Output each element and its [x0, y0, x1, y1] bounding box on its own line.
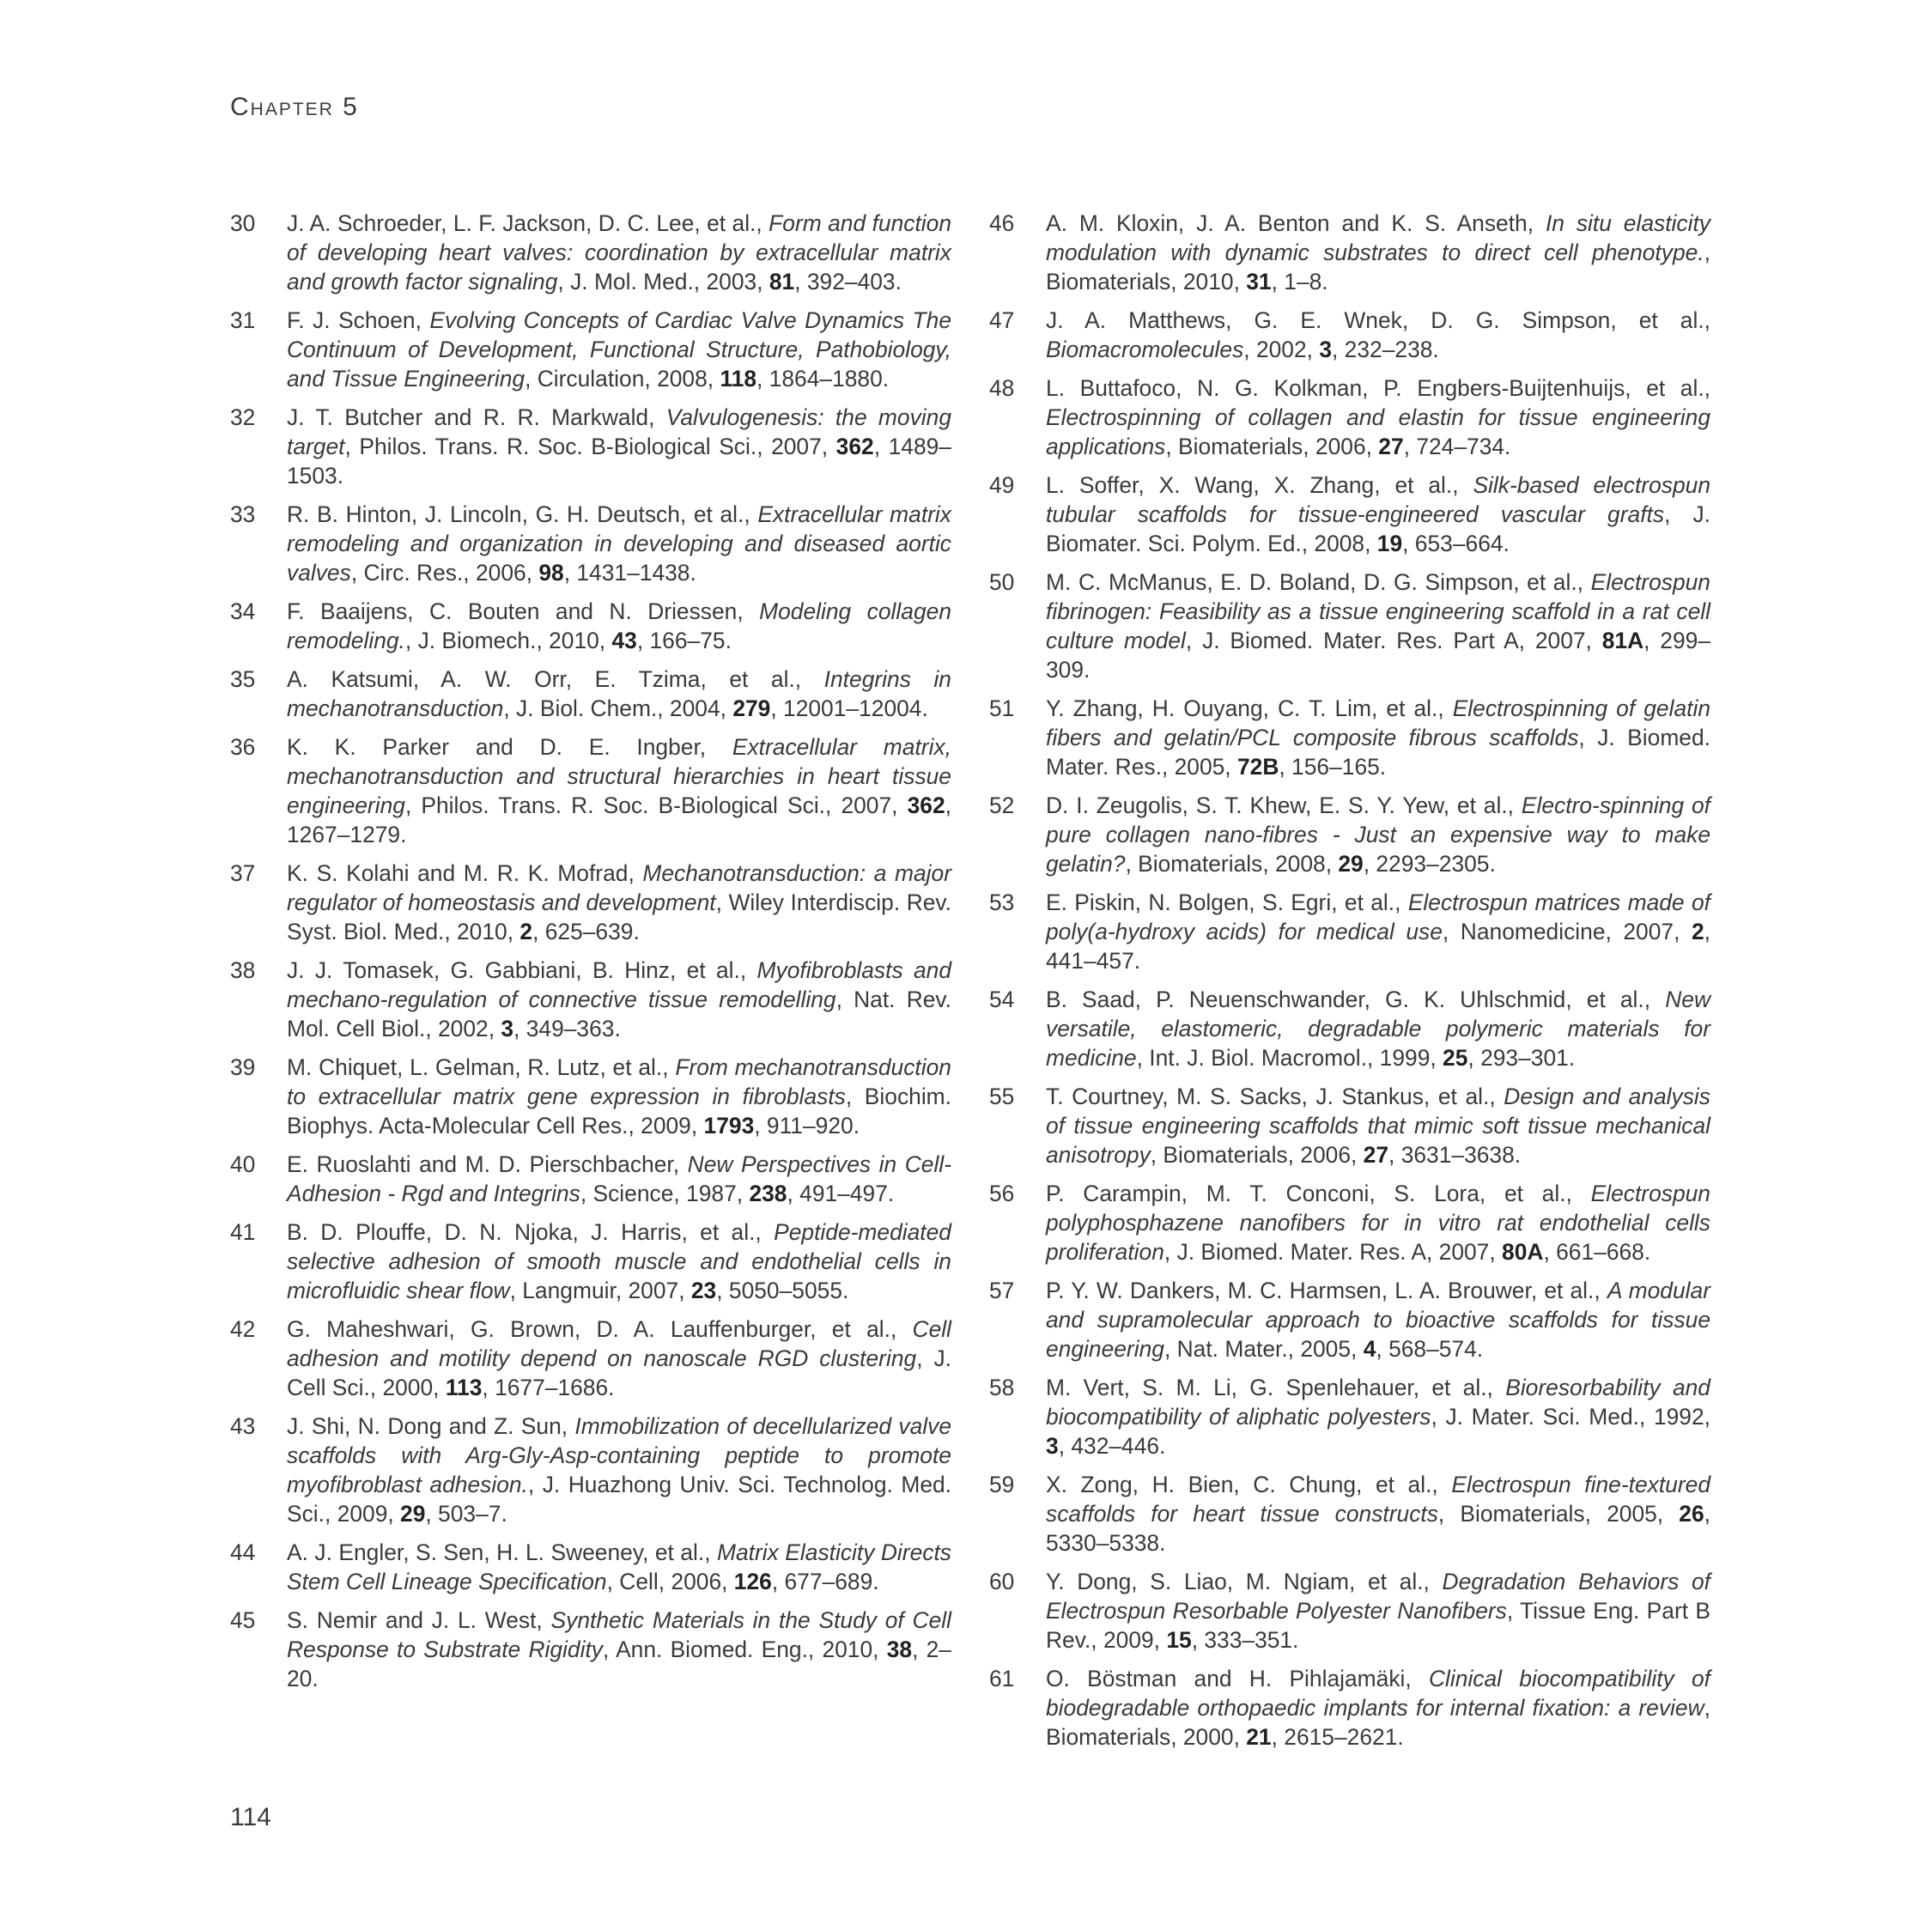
- reference-volume: 31: [1246, 269, 1272, 295]
- reference-item: [230, 306, 951, 393]
- reference-volume: 81A: [1601, 628, 1644, 653]
- reference-pages: , 625–639.: [532, 919, 640, 944]
- reference-pages: , 349–363.: [513, 1016, 621, 1041]
- reference-pages: , 5050–5055.: [716, 1278, 849, 1303]
- reference-source: , Cell, 2006,: [606, 1569, 734, 1594]
- reference-item: [230, 597, 951, 655]
- reference-authors: D. I. Zeugolis, S. T. Khew, E. S. Y. Yew, et al.,: [1046, 792, 1522, 818]
- reference-item: [230, 500, 951, 587]
- reference-volume: 23: [690, 1278, 717, 1303]
- reference-authors: B. D. Plouffe, D. N. Njoka, J. Harris, et al.,: [287, 1219, 775, 1245]
- reference-pages: , 1431–1438.: [563, 560, 696, 586]
- reference-text: [1046, 985, 1710, 1072]
- reference-volume: 126: [733, 1569, 772, 1594]
- reference-volume: 26: [1679, 1501, 1704, 1527]
- reference-number: 54: [989, 987, 1015, 1012]
- reference-pages: , 232–238.: [1332, 337, 1439, 362]
- reference-item: [230, 1538, 951, 1596]
- reference-authors: O. Böstman and H. Pihlajamäki,: [1046, 1666, 1429, 1691]
- reference-number: 59: [989, 1472, 1015, 1497]
- reference-text: [287, 403, 951, 490]
- reference-title: Mechanotransduction: a major regulator of homeostasis and development: [287, 860, 951, 915]
- reference-item: [230, 1150, 951, 1208]
- reference-number: 60: [989, 1569, 1015, 1594]
- reference-authors: R. B. Hinton, J. Lincoln, G. H. Deutsch, et al.,: [287, 501, 758, 527]
- reference-pages: , 724–734.: [1403, 434, 1511, 459]
- reference-source: , Int. J. Biol. Macromol., 1999,: [1136, 1045, 1443, 1071]
- reference-item: [230, 1053, 951, 1140]
- reference-item: [989, 1567, 1710, 1655]
- reference-text: [287, 1053, 951, 1140]
- reference-volume: 362: [907, 792, 945, 818]
- reference-text: [1046, 306, 1710, 364]
- reference-authors: P. Y. W. Dankers, M. C. Harmsen, L. A. Brouwer, et al.,: [1046, 1278, 1607, 1303]
- reference-text: [1046, 1179, 1710, 1266]
- reference-pages: , 392–403.: [794, 269, 902, 295]
- reference-number: 55: [989, 1084, 1015, 1109]
- reference-source: , Philos. Trans. R. Soc. B-Biological Sci., 2007,: [404, 792, 908, 818]
- reference-title: Degradation Behaviors of Electrospun Resorbable Polyester Nanofibers: [1046, 1569, 1710, 1624]
- reference-source: , Biochim. Biophys. Acta-Molecular Cell Res., 2009,: [287, 1084, 951, 1139]
- reference-item: [989, 1664, 1710, 1752]
- reference-title: Modeling collagen remodeling.: [287, 598, 951, 653]
- reference-number: 35: [230, 666, 256, 692]
- reference-source: , J. Biomater. Sci. Polym. Ed., 2008,: [1046, 501, 1710, 556]
- reference-volume: 29: [1338, 851, 1364, 877]
- reference-source: , J. Biomech., 2010,: [404, 628, 612, 653]
- reference-text: [287, 500, 951, 587]
- reference-title: Electrospun fine-textured scaffolds for heart tissue constructs: [1046, 1472, 1711, 1527]
- reference-authors: M. Vert, S. M. Li, G. Spenlehauer, et al.,: [1046, 1375, 1506, 1400]
- reference-number: 48: [989, 375, 1015, 401]
- reference-number: 56: [989, 1181, 1015, 1206]
- reference-pages: , 2293–2305.: [1363, 851, 1496, 877]
- reference-title: Electrospun polyphosphazene nanofibers for in vitro rat endothelial cells proliferation: [1046, 1181, 1710, 1265]
- reference-pages: , 503–7.: [425, 1501, 507, 1527]
- reference-source: , J. Mol. Med., 2003,: [557, 269, 769, 295]
- reference-source: , Biomaterials, 2005,: [1437, 1501, 1680, 1527]
- reference-item: [989, 471, 1710, 558]
- reference-text: [287, 665, 951, 723]
- reference-title: Extracellular matrix, mechanotransduction and structural hierarchies in heart tissue engineering: [287, 734, 951, 818]
- reference-title: Electrospun fibrinogen: Feasibility as a tissue engineering scaffold in a rat cell culture model: [1046, 569, 1710, 653]
- reference-pages: , 12001–12004.: [770, 695, 928, 721]
- reference-authors: A. Katsumi, A. W. Orr, E. Tzima, et al.,: [287, 666, 824, 692]
- reference-authors: X. Zong, H. Bien, C. Chung, et al.,: [1046, 1472, 1452, 1497]
- reference-volume: 118: [720, 366, 757, 392]
- reference-authors: E. Piskin, N. Bolgen, S. Egri, et al.,: [1046, 890, 1408, 915]
- reference-title: From mechanotransduction to extracellular matrix gene expression in fibroblasts: [287, 1054, 951, 1109]
- reference-authors: L. Buttafoco, N. G. Kolkman, P. Engbers-Buijtenhuijs, et al.,: [1046, 375, 1710, 401]
- reference-text: [1046, 888, 1710, 975]
- reference-text: [1046, 1276, 1710, 1363]
- reference-authors: K. S. Kolahi and M. R. K. Mofrad,: [287, 860, 643, 886]
- reference-text: [1046, 373, 1710, 461]
- reference-source: , J. Mater. Sci. Med., 1992,: [1431, 1404, 1710, 1430]
- reference-source: , J. Biomed. Mater. Res. A, 2007,: [1163, 1239, 1503, 1265]
- reference-number: 47: [989, 307, 1015, 333]
- reference-text: [287, 1150, 951, 1208]
- reference-pages: , 1864–1880.: [756, 366, 890, 392]
- reference-authors: L. Soffer, X. Wang, X. Zhang, et al.,: [1046, 472, 1473, 498]
- reference-number: 30: [230, 210, 256, 236]
- reference-number: 44: [230, 1539, 256, 1565]
- reference-title: Design and analysis of tissue engineering scaffolds that mimic soft tissue mechanical anisotropy: [1046, 1084, 1710, 1168]
- reference-source: , Tissue Eng. Part B Rev., 2009,: [1046, 1598, 1710, 1653]
- reference-pages: , 1489–1503.: [287, 434, 951, 489]
- reference-item: [230, 1218, 951, 1305]
- reference-authors: A. M. Kloxin, J. A. Benton and K. S. Anseth,: [1046, 210, 1546, 236]
- reference-volume: 238: [749, 1181, 787, 1206]
- reference-number: 53: [989, 890, 1015, 915]
- reference-text: [287, 1412, 951, 1528]
- reference-source: , Biomaterials, 2008,: [1125, 851, 1339, 877]
- reference-text: [287, 597, 951, 655]
- reference-number: 41: [230, 1219, 256, 1245]
- reference-source: , Wiley Interdiscip. Rev. Syst. Biol. Med., 2010,: [287, 890, 951, 944]
- reference-source: , J. Biomed. Mater. Res. Part A, 2007,: [1185, 628, 1602, 653]
- reference-pages: , 333–351.: [1191, 1627, 1299, 1653]
- references-left-column: [230, 209, 951, 1703]
- reference-pages: , 677–689.: [771, 1569, 879, 1594]
- reference-title: Silk-based electrospun tubular scaffolds for tissue-engineered vascular grafts: [1046, 472, 1710, 527]
- reference-title: In situ elasticity modulation with dynamic substrates to direct cell phenotype.: [1046, 210, 1711, 265]
- reference-number: 40: [230, 1151, 256, 1177]
- reference-number: 38: [230, 957, 256, 983]
- reference-item: [230, 1412, 951, 1528]
- reference-volume: 25: [1443, 1045, 1468, 1071]
- reference-number: 36: [230, 734, 256, 760]
- reference-item: [230, 1315, 951, 1402]
- references-right-column: [989, 209, 1710, 1761]
- reference-number: 50: [989, 569, 1015, 595]
- reference-text: [1046, 1664, 1710, 1752]
- reference-title: Bioresorbability and biocompatibility of aliphatic polyesters: [1046, 1375, 1710, 1430]
- reference-volume: 98: [538, 560, 564, 586]
- reference-volume: 81: [769, 269, 795, 295]
- reference-pages: , 911–920.: [754, 1113, 860, 1139]
- reference-authors: E. Ruoslahti and M. D. Pierschbacher,: [287, 1151, 688, 1177]
- reference-number: 39: [230, 1054, 256, 1080]
- reference-pages: , 2615–2621.: [1271, 1724, 1404, 1750]
- reference-text: [287, 859, 951, 946]
- reference-source: , J. Biomed. Mater. Res., 2005,: [1046, 725, 1710, 780]
- reference-number: 61: [989, 1666, 1015, 1691]
- reference-authors: F. Baaijens, C. Bouten and N. Driessen,: [287, 598, 760, 624]
- reference-source: , Biomaterials, 2000,: [1046, 1695, 1710, 1750]
- reference-volume: 27: [1378, 434, 1404, 459]
- reference-authors: J. T. Butcher and R. R. Markwald,: [287, 404, 666, 430]
- reference-item: [989, 694, 1710, 781]
- reference-pages: , 432–446.: [1058, 1433, 1166, 1459]
- reference-volume: 279: [732, 695, 771, 721]
- reference-authors: P. Carampin, M. T. Conconi, S. Lora, et al.,: [1046, 1181, 1591, 1206]
- reference-volume: 2: [1691, 919, 1704, 944]
- reference-item: [989, 985, 1710, 1072]
- reference-item: [989, 568, 1710, 684]
- reference-title: Electro-spinning of pure collagen nano-fibres - Just an expensive way to make gelatin?: [1046, 792, 1710, 877]
- reference-title: Form and function of developing heart valves: coordination by extracellular matrix and growth factor signaling: [287, 210, 952, 295]
- reference-number: 37: [230, 860, 256, 886]
- reference-item: [230, 859, 951, 946]
- reference-number: 57: [989, 1278, 1015, 1303]
- reference-pages: , 1–8.: [1271, 269, 1328, 295]
- reference-title: New Perspectives in Cell-Adhesion - Rgd and Integrins: [287, 1151, 951, 1206]
- reference-volume: 43: [611, 628, 637, 653]
- reference-item: [989, 1470, 1710, 1558]
- reference-source: , Biomaterials, 2006,: [1165, 434, 1379, 459]
- reference-text: [1046, 1373, 1710, 1460]
- reference-title: Immobilization of decellularized valve scaffolds with Arg-Gly-Asp-containing peptide to promote myofibroblast adhesion.: [287, 1413, 951, 1497]
- reference-text: [1046, 1082, 1710, 1169]
- reference-pages: , 293–301.: [1467, 1045, 1576, 1071]
- reference-title: Evolving Concepts of Cardiac Valve Dynamics The Continuum of Development, Functional Structure, Pathobiology, and Tissue Engineering: [287, 307, 951, 392]
- reference-source: , J. Cell Sci., 2000,: [287, 1345, 951, 1400]
- reference-pages: , 491–497.: [787, 1181, 895, 1206]
- reference-title: Electrospinning of gelatin fibers and gelatin/PCL composite fibrous scaffolds: [1046, 695, 1710, 750]
- reference-item: [989, 1373, 1710, 1460]
- reference-item: [230, 1606, 951, 1693]
- reference-title: Cell adhesion and motility depend on nanoscale RGD clustering: [287, 1316, 951, 1371]
- reference-authors: B. Saad, P. Neuenschwander, G. K. Uhlschmid, et al.,: [1046, 987, 1666, 1012]
- reference-volume: 21: [1246, 1724, 1272, 1750]
- reference-source: , Ann. Biomed. Eng., 2010,: [602, 1636, 887, 1662]
- reference-pages: , 568–574.: [1376, 1336, 1484, 1362]
- reference-title: Electrospun matrices made of poly(a-hydroxy acids) for medical use: [1046, 890, 1710, 944]
- reference-pages: , 299–309.: [1046, 628, 1711, 683]
- reference-text: [1046, 791, 1710, 878]
- reference-authors: M. C. McManus, E. D. Boland, D. G. Simpson, et al.,: [1046, 569, 1591, 595]
- reference-authors: T. Courtney, M. S. Sacks, J. Stankus, et al.,: [1046, 1084, 1504, 1109]
- reference-item: [989, 1082, 1710, 1169]
- reference-source: , Circ. Res., 2006,: [350, 560, 539, 586]
- reference-authors: J. A. Matthews, G. E. Wnek, D. G. Simpson, et al.,: [1046, 307, 1710, 333]
- reference-authors: J. J. Tomasek, G. Gabbiani, B. Hinz, et al.,: [287, 957, 757, 983]
- reference-title: New versatile, elastomeric, degradable polymeric materials for medicine: [1046, 987, 1710, 1071]
- reference-authors: Y. Zhang, H. Ouyang, C. T. Lim, et al.,: [1046, 695, 1453, 721]
- reference-pages: , 166–75.: [636, 628, 732, 653]
- reference-source: , J. Biol. Chem., 2004,: [503, 695, 733, 721]
- reference-number: 49: [989, 472, 1015, 498]
- reference-number: 52: [989, 792, 1015, 818]
- reference-text: [1046, 1567, 1710, 1655]
- reference-item: [989, 791, 1710, 878]
- reference-title: Synthetic Materials in the Study of Cell Response to Substrate Rigidity: [287, 1607, 951, 1662]
- reference-volume: 2: [519, 919, 533, 944]
- reference-item: [230, 209, 951, 296]
- reference-item: [989, 1276, 1710, 1363]
- reference-source: , Science, 1987,: [580, 1181, 750, 1206]
- reference-source: , Philos. Trans. R. Soc. B-Biological Sci., 2007,: [344, 434, 836, 459]
- reference-volume: 38: [886, 1636, 913, 1662]
- reference-title: Peptide-mediated selective adhesion of smooth muscle and endothelial cells in microfluidic shear flow: [287, 1219, 951, 1303]
- reference-pages: , 441–457.: [1046, 919, 1710, 974]
- reference-volume: 113: [445, 1375, 483, 1400]
- reference-text: [1046, 471, 1710, 558]
- reference-pages: , 5330–5338.: [1046, 1501, 1710, 1556]
- reference-number: 31: [230, 307, 256, 333]
- reference-pages: , 653–664.: [1402, 531, 1510, 556]
- reference-text: [1046, 568, 1710, 684]
- reference-volume: 1793: [703, 1113, 755, 1139]
- reference-authors: K. K. Parker and D. E. Ingber,: [287, 734, 732, 760]
- reference-title: A modular and supramolecular approach to bioactive scaffolds for tissue engineering: [1046, 1278, 1710, 1362]
- reference-text: [287, 306, 951, 393]
- reference-authors: Y. Dong, S. Liao, M. Ngiam, et al.,: [1046, 1569, 1443, 1594]
- reference-source: , Nat. Rev. Mol. Cell Biol., 2002,: [287, 987, 951, 1041]
- reference-authors: F. J. Schoen,: [287, 307, 430, 333]
- reference-text: [287, 1538, 951, 1596]
- reference-number: 42: [230, 1316, 256, 1342]
- reference-text: [287, 1218, 951, 1305]
- reference-volume: 19: [1376, 531, 1403, 556]
- reference-item: [230, 956, 951, 1043]
- reference-title: Matrix Elasticity Directs Stem Cell Lineage Specification: [287, 1539, 951, 1594]
- reference-item: [989, 373, 1710, 461]
- reference-text: [287, 1606, 951, 1693]
- reference-item: [989, 209, 1710, 296]
- reference-source: , Biomaterials, 2010,: [1046, 240, 1710, 295]
- reference-authors: J. A. Schroeder, L. F. Jackson, D. C. Lee, et al.,: [287, 210, 769, 236]
- reference-authors: S. Nemir and J. L. West,: [287, 1607, 551, 1633]
- reference-authors: J. Shi, N. Dong and Z. Sun,: [287, 1413, 575, 1439]
- reference-title: Clinical biocompatibility of biodegradable orthopaedic implants for internal fixation: a review: [1046, 1666, 1710, 1721]
- reference-authors: G. Maheshwari, G. Brown, D. A. Lauffenburger, et al.,: [287, 1316, 913, 1342]
- reference-volume: 3: [1046, 1433, 1059, 1459]
- reference-item: [230, 732, 951, 849]
- reference-text: [1046, 694, 1710, 781]
- reference-number: 32: [230, 404, 256, 430]
- reference-volume: 27: [1363, 1142, 1389, 1168]
- reference-item: [989, 1179, 1710, 1266]
- reference-text: [287, 209, 951, 296]
- reference-item: [230, 665, 951, 723]
- reference-volume: 3: [501, 1016, 514, 1041]
- reference-title: Valvulogenesis: the moving target: [287, 404, 951, 459]
- reference-item: [989, 888, 1710, 975]
- reference-number: 58: [989, 1375, 1015, 1400]
- reference-number: 51: [989, 695, 1015, 721]
- reference-pages: , 1677–1686.: [482, 1375, 615, 1400]
- reference-pages: , 156–165.: [1279, 754, 1387, 780]
- reference-text: [1046, 1470, 1710, 1558]
- reference-number: 45: [230, 1607, 256, 1633]
- reference-item: [230, 403, 951, 490]
- reference-pages: , 1267–1279.: [287, 792, 951, 847]
- reference-title: Integrins in mechanotransduction: [287, 666, 951, 721]
- reference-source: , 2002,: [1243, 337, 1320, 362]
- reference-title: Extracellular matrix remodeling and organization in developing and diseased aortic valves: [287, 501, 951, 586]
- reference-pages: , 661–668.: [1543, 1239, 1651, 1265]
- reference-volume: 362: [835, 434, 874, 459]
- page-number: 114: [230, 1803, 271, 1831]
- reference-source: , Nat. Mater., 2005,: [1163, 1336, 1364, 1362]
- chapter-header: Chapter 5: [230, 93, 359, 121]
- reference-pages: , 3631–3638.: [1388, 1142, 1522, 1168]
- reference-number: 33: [230, 501, 256, 527]
- reference-item: [989, 306, 1710, 364]
- reference-volume: 15: [1166, 1627, 1192, 1653]
- reference-number: 46: [989, 210, 1015, 236]
- reference-authors: A. J. Engler, S. Sen, H. L. Sweeney, et al.,: [287, 1539, 717, 1565]
- reference-source: , Biomaterials, 2006,: [1150, 1142, 1364, 1168]
- reference-number: 43: [230, 1413, 256, 1439]
- reference-volume: 3: [1319, 337, 1333, 362]
- reference-number: 34: [230, 598, 256, 624]
- reference-text: [287, 956, 951, 1043]
- reference-title: Myofibroblasts and mechano-regulation of connective tissue remodelling: [287, 957, 952, 1012]
- reference-title: Biomacromolecules: [1046, 337, 1244, 362]
- reference-authors: M. Chiquet, L. Gelman, R. Lutz, et al.,: [287, 1054, 676, 1080]
- reference-volume: 72B: [1236, 754, 1279, 780]
- reference-volume: 4: [1363, 1336, 1376, 1362]
- reference-source: , J. Huazhong Univ. Sci. Technolog. Med. Sci., 2009,: [287, 1472, 951, 1527]
- reference-volume: 80A: [1502, 1239, 1544, 1265]
- reference-pages: , 2–20.: [287, 1636, 951, 1691]
- reference-source: , Nanomedicine, 2007,: [1442, 919, 1692, 944]
- reference-source: , Circulation, 2008,: [525, 366, 720, 392]
- reference-text: [287, 732, 951, 849]
- reference-source: , Langmuir, 2007,: [509, 1278, 691, 1303]
- reference-text: [287, 1315, 951, 1402]
- reference-volume: 29: [400, 1501, 426, 1527]
- reference-text: [1046, 209, 1710, 296]
- reference-title: Electrospinning of collagen and elastin for tissue engineering applications: [1046, 404, 1710, 459]
